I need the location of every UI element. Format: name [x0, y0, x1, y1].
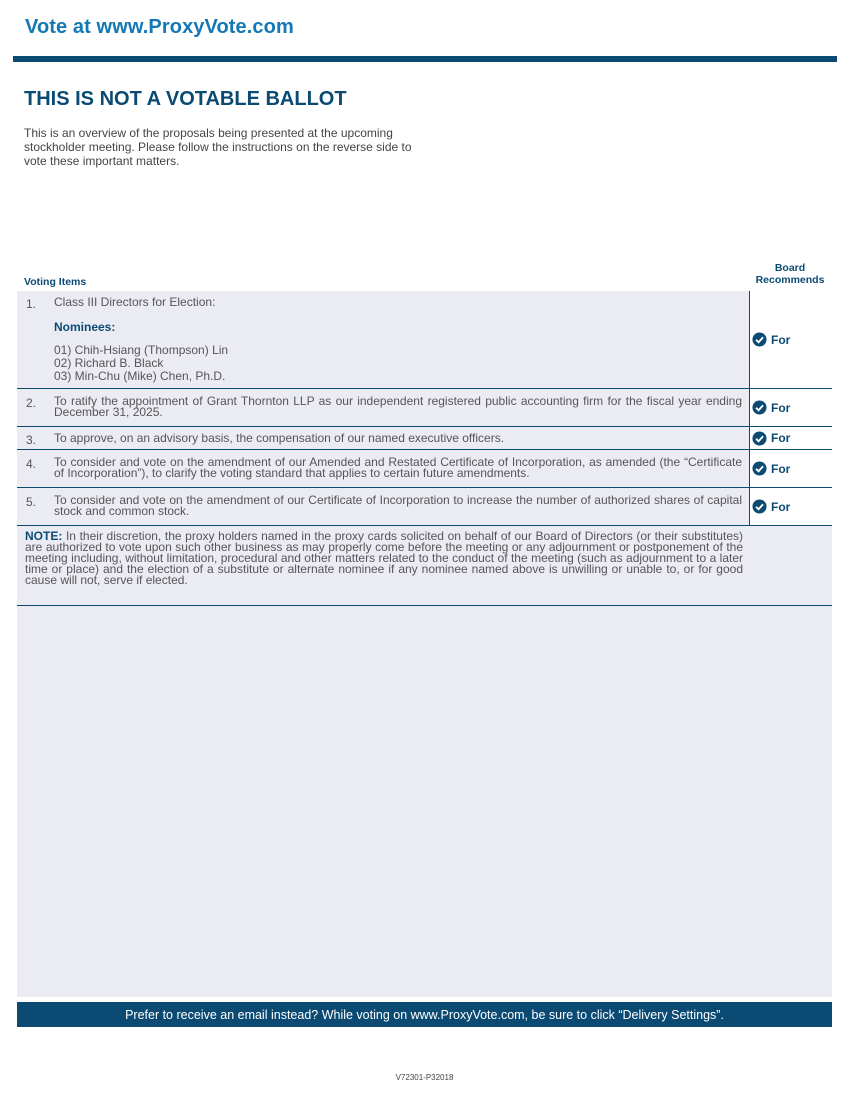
board-header-line2: Recommends: [755, 274, 825, 286]
recommendation-label: For: [771, 499, 791, 514]
item-text: To ratify the appointment of Grant Thornton LLP as our independent registered public accounting firm for the fiscal year ending December 31, 2025.: [54, 394, 742, 419]
voting-item-4: [17, 450, 832, 488]
board-recommendation: [749, 427, 832, 449]
board-recommends-header: [749, 262, 831, 286]
recommendation-label: For: [771, 332, 791, 347]
recommendation-label: For: [771, 400, 791, 415]
header-rule: [13, 56, 837, 62]
recommendation-label: For: [771, 431, 791, 445]
board-header-line1: Board: [774, 262, 806, 274]
board-recommendation: [749, 389, 832, 426]
note-body: In their discretion, the proxy holders named in the proxy cards solicited on behalf of our Board of Directors (or their substitutes) are authorized to vote upon such other business as may properly come before the meeting or any adjournment or postponement of the meeting including, without limitation, procedural and other matters related to the conduct of the meeting (such as adjournment to a later time or place) and the election of a substitute or alternate nominee if any nominee named above is unwilling or unable to, or for good cause will not, serve if elected.: [25, 529, 743, 587]
note-label: NOTE:: [25, 529, 63, 543]
delivery-settings-banner: Prefer to receive an email instead? While voting on www.ProxyVote.com, be sure to click “Delivery Settings”.: [17, 1002, 832, 1027]
check-circle-icon: [752, 431, 767, 446]
board-recommendation: [749, 450, 832, 487]
intro-text: This is an overview of the proposals being presented at the upcoming stockholder meeting. Please follow the instructions on the reverse side to vote these important matters.: [24, 126, 412, 168]
voting-items-header: Voting Items: [24, 276, 87, 288]
item-number: 4.: [26, 457, 37, 471]
check-circle-icon: [752, 400, 767, 415]
item-number: 3.: [26, 433, 37, 447]
vote-link[interactable]: Vote at www.ProxyVote.com: [25, 16, 294, 38]
nominees-label: Nominees:: [54, 320, 116, 334]
board-recommendation: [749, 488, 832, 525]
item-text: To approve, on an advisory basis, the compensation of our named executive officers.: [54, 431, 505, 445]
item-number: 2.: [26, 396, 37, 410]
nominee-3: 03) Min-Chu (Mike) Chen, Ph.D.: [54, 369, 226, 383]
item-text: To consider and vote on the amendment of our Certificate of Incorporation to increase the number of authorized shares of capital stock and common stock.: [54, 493, 742, 518]
voting-items-panel: [17, 291, 832, 997]
note-text: [25, 531, 743, 586]
nominee-1: 01) Chih-Hsiang (Thompson) Lin: [54, 343, 229, 357]
item-text: Class III Directors for Election:: [54, 295, 216, 309]
page-title: THIS IS NOT A VOTABLE BALLOT: [24, 88, 347, 110]
nominee-2: 02) Richard B. Black: [54, 356, 164, 370]
check-circle-icon: [752, 461, 767, 476]
voting-item-1: [17, 291, 832, 389]
board-recommendation: [749, 291, 832, 388]
voting-item-3: [17, 427, 832, 450]
check-circle-icon: [752, 499, 767, 514]
recommendation-label: For: [771, 461, 791, 476]
document-code: V72301-P32018: [395, 1073, 454, 1082]
voting-item-5: [17, 488, 832, 526]
item-number: 1.: [26, 297, 37, 311]
voting-item-2: [17, 389, 832, 427]
item-number: 5.: [26, 495, 37, 509]
item-text: To consider and vote on the amendment of our Amended and Restated Certificate of Incorporation, as amended (the “Certificate of Incorporation”), to clarify the voting standard that applies to certain future amendments.: [54, 455, 742, 480]
check-circle-icon: [752, 332, 767, 347]
